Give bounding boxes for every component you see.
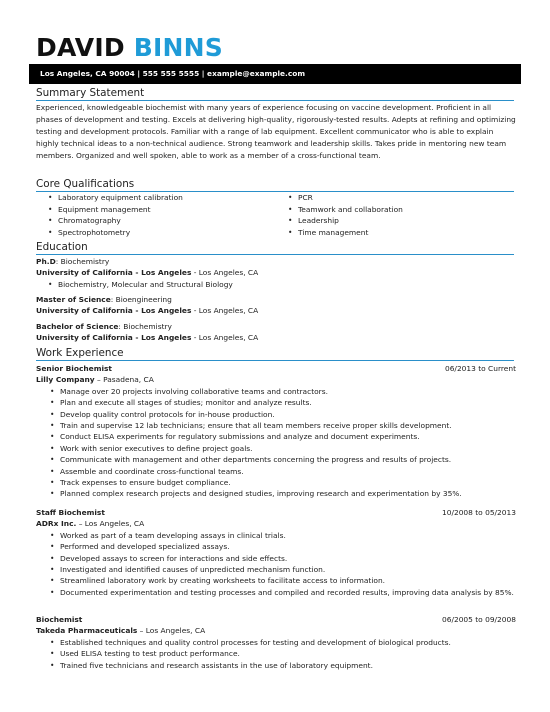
first-name: DAVID [36, 33, 125, 62]
job-entry [36, 507, 516, 598]
degree-field: Biochemistry [60, 257, 110, 266]
job-duty: • Trained five technicians and research assistants in the use of laboratory equipment. [36, 660, 516, 671]
job-duty: • Developed assays to screen for interactions and side effects. [36, 553, 516, 564]
qualifications-right-column [276, 192, 516, 238]
job-duty: • Established techniques and quality control processes for testing and development of biological products. [36, 637, 516, 648]
job-header [36, 507, 516, 518]
company-name: Takeda Pharmaceuticals [36, 626, 138, 636]
job-duty: • Train and supervise 12 lab technicians; ensure that all team members receive proper skills development. [36, 420, 516, 431]
job-duty: • Documented experimentation and testing processes and compiled and recorded results, improving data analysis by 85%. [36, 587, 516, 598]
job-dates: 06/2005 to 09/2008 [442, 615, 516, 624]
school-line [36, 332, 516, 343]
job-title: Staff Biochemist [36, 508, 105, 517]
education-heading: Education [36, 241, 514, 255]
job-duties [36, 637, 516, 671]
job-duties [36, 530, 516, 598]
job-duty: • Assemble and coordinate cross-functional teams. [36, 466, 516, 477]
qualifications-left-column [36, 192, 276, 238]
job-duty: • Performed and developed specialized assays. [36, 541, 516, 552]
job-duty: • Planned complex research projects and designed studies, improving research and experimentation by 35%. [36, 488, 516, 499]
qualification-item: • Leadership [276, 215, 516, 227]
company-location: – Los Angeles, CA [137, 626, 206, 636]
education-detail: • Biochemistry, Molecular and Structural Biology [36, 279, 516, 290]
education-entry [36, 294, 516, 317]
job-duty: • Conduct ELISA experiments for regulatory submissions and analyze and document experiments. [36, 431, 516, 442]
school-location: - Los Angeles, CA [191, 268, 259, 278]
qualifications-heading: Core Qualifications [36, 178, 514, 192]
summary-heading: Summary Statement [36, 87, 514, 101]
school-name: University of California - Los Angeles [36, 333, 192, 343]
company-name: ADRx Inc. [36, 519, 77, 529]
degree-line: Ph.D: Biochemistry [36, 257, 110, 266]
degree-name: Bachelor of Science [36, 322, 119, 331]
education-details [36, 279, 516, 290]
job-duty: • Streamlined laboratory work by creating worksheets to facilitate access to information. [36, 575, 516, 586]
job-duty: • Track expenses to ensure budget compliance. [36, 477, 516, 488]
qualification-item: • Time management [276, 227, 516, 239]
degree-line: Bachelor of Science: Biochemistry [36, 322, 172, 331]
qualifications-list [36, 192, 516, 238]
degree-field: Bioengineering [115, 295, 172, 304]
job-title: Senior Biochemist [36, 364, 112, 373]
school-line [36, 267, 516, 278]
degree-field: Biochemistry [123, 322, 172, 331]
qualification-item: • Chromatography [36, 215, 276, 227]
qualification-item: • PCR [276, 192, 516, 204]
contact-bar: Los Angeles, CA 90004 | 555 555 5555 | example@example.com [29, 64, 521, 84]
job-header [36, 614, 516, 625]
school-location: - Los Angeles, CA [191, 333, 259, 343]
job-dates: 10/2008 to 05/2013 [442, 508, 516, 517]
company-line [36, 518, 516, 529]
degree-name: Ph.D [36, 257, 56, 266]
qualification-item: • Laboratory equipment calibration [36, 192, 276, 204]
job-entry [36, 363, 516, 500]
qualification-item: • Teamwork and collaboration [276, 204, 516, 216]
company-location: – Los Angeles, CA [76, 519, 145, 529]
experience-heading: Work Experience [36, 347, 514, 361]
job-duty: • Communicate with management and other departments concerning the progress and results of projects. [36, 454, 516, 465]
job-duty: • Worked as part of a team developing assays in clinical trials. [36, 530, 516, 541]
degree-line: Master of Science: Bioengineering [36, 295, 172, 304]
qualification-item: • Equipment management [36, 204, 276, 216]
school-name: University of California - Los Angeles [36, 268, 192, 278]
school-location: - Los Angeles, CA [191, 306, 259, 316]
candidate-name [36, 33, 223, 63]
job-dates: 06/2013 to Current [444, 364, 516, 373]
company-line [36, 625, 516, 636]
job-duty: • Investigated and identified causes of unpredicted mechanism function. [36, 564, 516, 575]
job-duty: • Manage over 20 projects involving collaborative teams and contractors. [36, 386, 516, 397]
job-duty: • Plan and execute all stages of studies; monitor and analyze results. [36, 397, 516, 408]
job-entry [36, 614, 516, 671]
degree-name: Master of Science [36, 295, 111, 304]
job-duty: • Used ELISA testing to test product performance. [36, 648, 516, 659]
school-line [36, 305, 516, 316]
company-line [36, 374, 516, 385]
company-location: – Pasadena, CA [94, 375, 154, 385]
education-entry [36, 256, 516, 290]
summary-text: Experienced, knowledgeable biochemist with many years of experience focusing on vaccine development. Proficient in all phases of development and testing. Excels at delivering high-quality, rigorously-tested results. Adepts at refining and optimizing testing and development protocols. Familiar with a range of lab equipment. Excellent communicator who is able to explain highly technical ideas to a non-technical audience. Strong teamwork and leadership skills. Takes pride in mentoring new team members. Organized and well spoken, able to work as a member of a cross-functional team. [36, 103, 516, 160]
last-name: BINNS [133, 33, 223, 62]
job-header [36, 363, 516, 374]
education-entry [36, 321, 516, 344]
job-duty: • Work with senior executives to define project goals. [36, 443, 516, 454]
school-name: University of California - Los Angeles [36, 306, 192, 316]
job-duty: • Develop quality control protocols for in-house production. [36, 409, 516, 420]
qualification-item: • Spectrophotometry [36, 227, 276, 239]
job-duties [36, 386, 516, 500]
job-title: Biochemist [36, 615, 83, 624]
company-name: Lilly Company [36, 375, 95, 385]
